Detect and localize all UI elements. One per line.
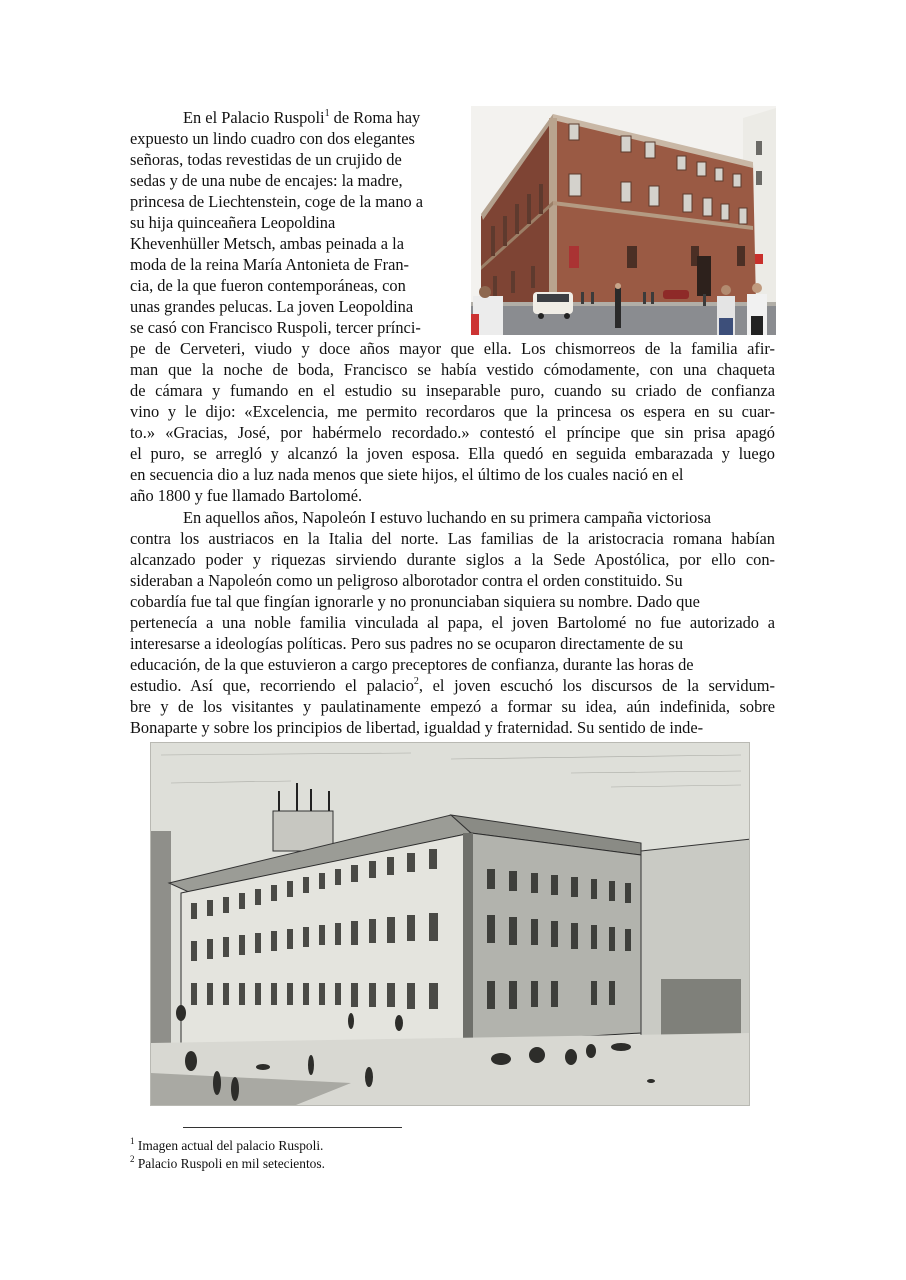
text-line: sedas y de una nube de encajes: la madre,	[130, 171, 403, 190]
footnote-text: Palacio Ruspoli en mil setecientos.	[137, 1156, 325, 1171]
text-line: señoras, todas revestidas de un crujido de	[130, 150, 402, 169]
engraving-illustration	[151, 743, 750, 1106]
footnote-ref-1[interactable]: 1	[324, 107, 330, 119]
palazzo-ruspoli-engraving	[150, 742, 750, 1106]
text-line: expuesto un lindo cuadro con dos elegantes	[130, 129, 415, 148]
palazzo-ruspoli-photo	[471, 106, 776, 335]
text-line: pertenecía a una noble familia vinculada al papa, el joven Bartolomé no fue autorizado a	[130, 613, 775, 632]
text-span: de Roma hay	[329, 108, 421, 127]
text-line: alcanzado poder y riquezas sirviendo durante siglos a la Sede Apostólica, por ello con-	[130, 550, 775, 569]
text-line: pe de Cerveteri, viudo y doce años mayor que ella. Los chismorreos de la familia afir-	[130, 339, 775, 358]
text-line: interesarse a ideologías políticas. Pero sus padres no se ocuparon directamente de su	[130, 634, 684, 653]
text-line: vino y le dijo: «Excelencia, me permito recordaros que la princesa os espera en su cuar-	[130, 402, 775, 421]
text-line: to.» «Gracias, José, por habérmelo recordado.» contestó el príncipe que sin prisa apagó	[130, 423, 775, 442]
text-line: cobardía fue tal que fingían ignorarle y no pronunciaban siquiera su nombre. Dado que	[130, 592, 700, 611]
footnote-ref-2[interactable]: 2	[413, 675, 419, 687]
text-line: Khevenhüller Metsch, ambas peinada a la	[130, 234, 404, 253]
text-line: bre y de los visitantes y paulatinamente empezó a formar su idea, aún indefinida, sobre	[130, 697, 775, 716]
text-line: man que la noche de boda, Francisco se había vestido cómodamente, con una chaqueta	[130, 360, 775, 379]
footnote-text: Imagen actual del palacio Ruspoli.	[137, 1138, 324, 1153]
text-line: de cámara y fumando en el estudio su inseparable puro, cuando su criado de confianza	[130, 381, 775, 400]
palazzo-photo-illustration	[471, 106, 776, 335]
footnote-mark: 2	[130, 1153, 135, 1164]
text-line: año 1800 y fue llamado Bartolomé.	[130, 486, 363, 505]
text-line: princesa de Liechtenstein, coge de la mano a	[130, 192, 424, 211]
text-line: unas grandes pelucas. La joven Leopoldina	[130, 297, 414, 316]
text-line: sideraban a Napoleón como un peligroso alborotador contra el orden constituido. Su	[130, 571, 683, 590]
text-line: Bonaparte y sobre los principios de libertad, igualdad y fraternidad. Su sentido de inde-	[130, 718, 704, 737]
text-span: En el Palacio Ruspoli	[183, 108, 325, 127]
text-line: el puro, se arregló y alcanzó la joven esposa. Ella quedó en seguida embarazada y luego	[130, 444, 775, 463]
text-line: En aquellos años, Napoleón I estuvo luchando en su primera campaña victoriosa	[183, 508, 711, 527]
text-span: , el joven escuchó los discursos de la servidum-	[418, 676, 775, 695]
text-line: educación, de la que estuvieron a cargo preceptores de confianza, durante las horas de	[130, 655, 694, 674]
text-line: moda de la reina María Antonieta de Fran-	[130, 255, 409, 274]
text-span: estudio. Así que, recorriendo el palacio	[130, 676, 414, 695]
text-line: se casó con Francisco Ruspoli, tercer prínci-	[130, 318, 421, 337]
text-line: contra los austriacos en la Italia del norte. Las familias de la aristocracia romana habían	[130, 529, 775, 548]
text-line	[183, 107, 454, 128]
text-line: su hija quinceañera Leopoldina	[130, 213, 336, 232]
text-line	[130, 675, 775, 696]
footnote-1	[130, 1137, 323, 1154]
footnote-mark: 1	[130, 1135, 135, 1146]
text-line: cia, de la que fueron contemporáneas, con	[130, 276, 406, 295]
text-line: en secuencia dio a luz nada menos que siete hijos, el último de los cuales nació en el	[130, 465, 684, 484]
footnote-2	[130, 1155, 325, 1172]
footnote-separator	[183, 1127, 402, 1128]
